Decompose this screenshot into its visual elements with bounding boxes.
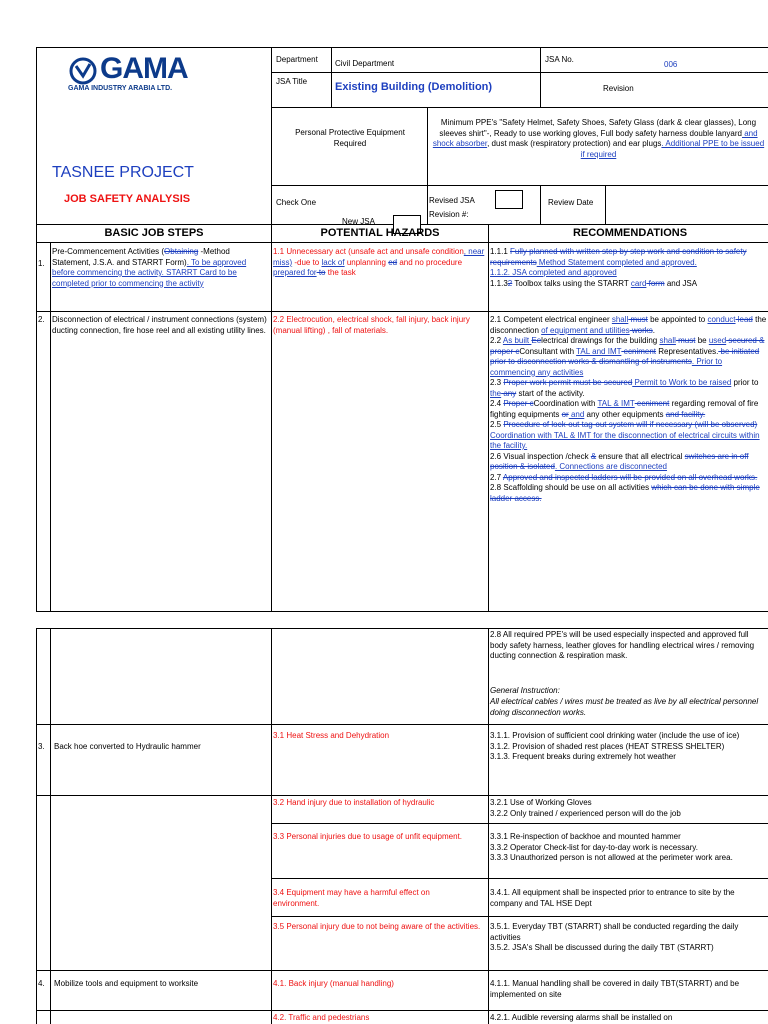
rec-added: card <box>630 278 647 288</box>
rec-added: the <box>490 388 502 398</box>
col-header-steps: BASIC JOB STEPS <box>104 227 204 239</box>
rec-added: used <box>708 336 727 345</box>
step-text-added: . To be approved before commencing the activity. STARRT Card to be completed prior to commencing the activity <box>52 257 247 288</box>
rec-part: 2.4 <box>490 399 504 408</box>
rec-struck: and facility. <box>665 409 706 419</box>
check-one-label: Check One <box>276 198 317 207</box>
step-text-part: Pre-Commencement Activities ( <box>52 247 165 256</box>
rec-added: . Connections are disconnected <box>554 462 668 471</box>
rec-struck: lead <box>735 315 753 324</box>
rec-struck: & <box>590 451 597 461</box>
hazard-text: 3.2 Hand injury due to installation of hydraulic <box>273 798 435 807</box>
step-text-struck: Obtaining <box>164 247 199 256</box>
rec-struck: Proper c <box>503 399 534 408</box>
rec-added: . Prior to commencing any activities <box>490 357 723 377</box>
project-title: TASNEE PROJECT <box>52 164 194 181</box>
rec-part: ensure that all electrical <box>596 451 685 461</box>
rec-added: and <box>568 409 585 419</box>
rec-part: 1.1.1 <box>490 247 511 256</box>
step-text: Mobilize tools and equipment to worksite <box>54 979 199 988</box>
hazard-added: prepared for <box>273 268 317 277</box>
rec-part: start of the activity. <box>516 388 585 398</box>
recommendation-text: 4.2.1. Audible reversing alarms shall be installed on <box>490 1013 673 1022</box>
rec-struck: ecniment <box>634 399 670 408</box>
recommendation-text <box>490 315 768 504</box>
hazard-added: , near miss) <box>273 247 485 267</box>
rec-struck: switches are in off position & isolated <box>490 451 749 471</box>
hazard-text: 3.3 Personal injuries due to usage of unfit equipment. <box>273 832 463 841</box>
ppe-text-d: . Additional PPE to be issued if required <box>580 139 765 159</box>
hazard-text: 2.2 Electrocution, electrical shock, fall injury, back injury (manual lifting) , fall of materials. <box>273 315 470 335</box>
rec-added: conduct <box>707 315 736 324</box>
rec-part: Toolbox talks using the STARRT <box>512 278 631 288</box>
rec-line: 3.5.1. Everyday TBT (STARRT) shall be conducted regarding the daily activities <box>490 922 739 942</box>
rec-struck: be initiated prior to disconnection works & dismantling of instruments <box>490 346 760 366</box>
rec-part: 2.1 Competent electrical engineer <box>490 315 612 324</box>
rec-struck: form <box>646 278 665 288</box>
recommendation-text <box>490 247 768 289</box>
rec-part: . <box>652 325 656 335</box>
rec-struck: which can be done with simple ladder access. <box>490 483 760 503</box>
hazard-part: -due to <box>292 257 322 267</box>
step-text <box>52 247 270 289</box>
col-header-recs: RECOMMENDATIONS <box>572 227 688 239</box>
department-label: Department <box>276 55 318 64</box>
rec-part: 2.8 Scaffolding should be use on all activities <box>490 483 652 492</box>
gama-logo-icon <box>68 56 98 86</box>
ppe-value <box>430 118 767 160</box>
recommendation-text: 3.4.1. All equipment shall be inspected prior to entrance to site by the company and TAL HSE Dept <box>490 888 735 908</box>
rec-struck: Approved and inspected ladders will be provided on all overhead works. <box>502 472 758 482</box>
rec-line: 3.5.2. JSA's Shall be discussed during the daily TBT (STARRT) <box>490 943 714 952</box>
gama-logo <box>66 52 196 92</box>
rec-part: prior to <box>731 378 759 387</box>
rec-added: shall <box>659 336 676 345</box>
ppe-text-b: and shock absorber <box>432 128 758 148</box>
recommendation-text <box>490 832 768 864</box>
rec-struck: Ee <box>531 336 542 345</box>
rec-part: any other equipments <box>584 409 666 419</box>
rec-part: 1.1.3 <box>490 278 508 288</box>
rec-struck: any <box>501 388 517 398</box>
jsa-no-value: 006 <box>664 60 678 69</box>
rec-part: Consultant with <box>519 346 577 356</box>
logo-text: GAMA <box>100 52 188 85</box>
rec-part: be appointed to <box>647 315 708 324</box>
step-text-part: -Method Statement, J.S.A. and STARRT Form) <box>52 247 230 267</box>
rec-part: Coordination with <box>533 399 598 408</box>
rec-part: 2.5 <box>490 420 504 429</box>
rec-struck: or <box>561 409 569 419</box>
rec-struck: Proper work permit must be secured <box>503 378 633 387</box>
rec-struck: works <box>629 325 653 335</box>
ppe-label: Personal Protective Equipment Required <box>295 128 405 148</box>
rec-line: 3.1.3. Frequent breaks during extremely hot weather <box>490 752 676 761</box>
doc-type-title: JOB SAFETY ANALYSIS <box>64 193 191 205</box>
revised-jsa-checkbox[interactable] <box>495 190 523 209</box>
hazard-part: unplanning <box>344 257 389 267</box>
rec-added: As built <box>502 336 532 345</box>
rec-line: 3.3.3 Unauthorized person is not allowed at the perimeter work area. <box>490 853 733 862</box>
rec-added: Method Statement completed and approved. <box>536 257 697 267</box>
ppe-text-c: , dust mask (respiratory protection) and ear plugs <box>487 139 662 148</box>
rec-part: and JSA <box>664 278 698 288</box>
rec-added: TAL and IMT <box>576 346 622 356</box>
row-number: 3. <box>38 742 45 751</box>
hazard-text <box>273 247 487 279</box>
hazard-text: 3.4 Equipment may have a harmful effect on environment. <box>273 888 430 908</box>
rec-line: 3.1.2. Provision of shaded rest places (HEAT STRESS SHELTER) <box>490 741 725 751</box>
rec-part: be <box>695 336 709 345</box>
general-instruction-title: General Instruction: <box>490 686 560 695</box>
new-jsa-label: New JSA <box>342 217 375 226</box>
step-text: Disconnection of electrical / instrument connections (system) ducting connection, fire hose reel and all existing utility lines. <box>52 315 267 335</box>
rec-struck: must <box>675 336 696 345</box>
rec-line: 3.3.2 Operator Check-list for day-to-day work is necessary. <box>490 842 698 852</box>
jsa-title-label: JSA Title <box>276 77 308 86</box>
hazard-part: 1.1 Unnecessary act (unsafe act and unsafe condition <box>273 247 464 256</box>
hazard-part: the task <box>325 268 356 277</box>
company-name: GAMA INDUSTRY ARABIA LTD. <box>68 85 173 92</box>
rec-struck: Procedure of lock-out tag-out system will if necessary (will be observed) <box>503 420 758 429</box>
rec-added: Coordination with TAL & IMT for the disconnection of electrical circuits within the facility. <box>490 430 760 450</box>
rec-line: 3.3.1 Re-inspection of backhoe and mounted hammer <box>490 832 681 841</box>
rec-struck: 2 <box>507 278 513 288</box>
department-value: Civil Department <box>335 59 395 68</box>
rec-added: Permit to Work to be raised <box>632 378 732 387</box>
step-text: Back hoe converted to Hydraulic hammer <box>54 742 201 751</box>
row-number: 1. <box>38 259 45 268</box>
rec-struck: ecniment <box>621 346 657 356</box>
revision-no-label: Revision #: <box>429 210 469 219</box>
rec-part: the disconnection <box>490 315 767 335</box>
rec-added: 1.1.2. JSA completed and approved <box>490 268 617 277</box>
review-date-label: Review Date <box>548 198 594 207</box>
hazard-struck: to <box>316 268 326 277</box>
rec-added: of equipment and utilities <box>541 325 630 335</box>
jsa-title-value: Existing Building (Demolition) <box>335 81 493 93</box>
recommendation-text: 4.1.1. Manual handling shall be covered in daily TBT(STARRT) and be implemented on site <box>490 979 740 999</box>
rec-part: 2.7 <box>490 472 503 482</box>
rec-struck: secured & proper c <box>490 336 765 356</box>
hazard-part: and no procedure <box>397 257 463 267</box>
rec-part: 2.2 <box>490 336 503 345</box>
general-instruction-text: All electrical cables / wires must be treated as live by all electrical personnel doing disconnection works. <box>490 697 759 717</box>
recommendation-text <box>490 798 768 819</box>
hazard-struck: ed <box>388 257 398 267</box>
revision-label: Revision <box>603 84 634 93</box>
rec-line: 3.1.1. Provision of sufficient cool drinking water (include the use of ice) <box>490 731 740 740</box>
row-number: 2. <box>38 315 45 324</box>
hazard-text: 3.1 Heat Stress and Dehydration <box>273 731 390 740</box>
hazard-added: lack of <box>321 257 345 267</box>
row-number: 4. <box>38 979 45 988</box>
rec-line: 3.2.2 Only trained / experienced person will do the job <box>490 808 681 818</box>
rec-part: 2.6 Visual inspection /check <box>490 451 591 461</box>
hazard-text: 4.2. Traffic and pedestrians <box>273 1013 370 1022</box>
rec-part: Representatives. <box>656 346 719 356</box>
rec-line: 3.2.1 Use of Working Gloves <box>490 798 592 807</box>
recommendation-text <box>490 922 768 954</box>
rec-part: regarding removal of fire fighting equipments <box>490 399 759 419</box>
hazard-text: 4.1. Back injury (manual handling) <box>273 979 394 988</box>
rec-added: shall <box>611 315 629 324</box>
recommendation-text: 2.8 All required PPE's will be used especially inspected and approved full body safety harness, leather gloves for handling electrical wires / removing ducting connection & respiration mask. <box>490 630 755 660</box>
hazard-text: 3.5 Personal injury due to not being aware of the activities. <box>273 922 481 931</box>
ppe-text-a: Minimum PPE's "Safety Helmet, Safety Shoes, Safety Glass (dark & clear glasses), Long sleeves shirt"-, Ready to use working gloves, Full body safety harness double lanyard <box>439 118 757 138</box>
revised-jsa-label: Revised JSA <box>429 196 475 205</box>
rec-part: lectrical drawings for the building <box>541 336 660 345</box>
rec-struck: Fully planned with written step by step work and condition to safety requirements <box>490 247 747 267</box>
recommendation-text <box>490 731 768 763</box>
rec-part: 2.3 <box>490 378 504 387</box>
jsa-no-label: JSA No. <box>545 55 574 64</box>
col-header-hazards: POTENTIAL HAZARDS <box>320 227 440 239</box>
rec-struck: must <box>628 315 648 324</box>
rec-added: TAL & IMT <box>597 399 635 408</box>
